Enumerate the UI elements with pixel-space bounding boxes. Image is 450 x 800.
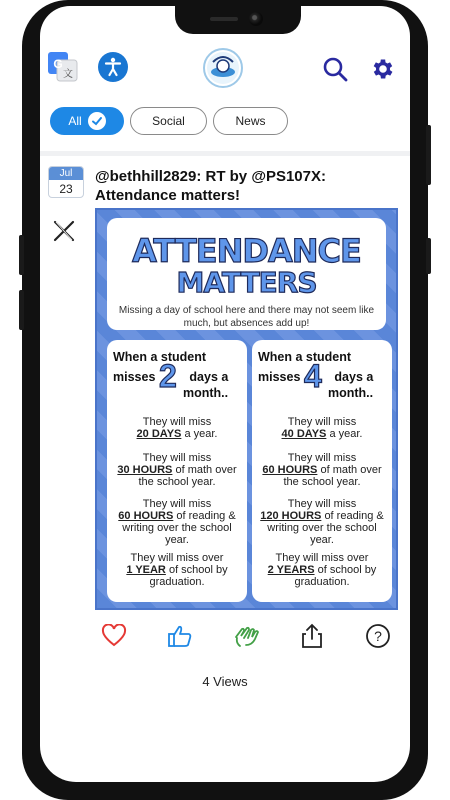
- card-line: They will miss over 1 YEAR of school by graduation.: [126, 552, 228, 588]
- divider: [40, 151, 410, 156]
- card-line: They will miss 40 DAYS a year.: [281, 416, 363, 440]
- heart-icon[interactable]: [100, 622, 128, 650]
- filter-all-label: All: [68, 114, 82, 128]
- ps107-school-logo[interactable]: [203, 48, 243, 88]
- card-heading: When a student misses days a month..: [258, 350, 374, 400]
- card-line: They will miss over 2 YEARS of school by graduation.: [267, 552, 377, 588]
- filter-social-label: Social: [152, 114, 185, 128]
- side-button: [426, 238, 431, 274]
- svg-text:G: G: [53, 57, 63, 71]
- post-title[interactable]: @bethhill2829: RT by @PS107X: Attendance matters!: [95, 168, 326, 204]
- card-heading: When a student misses days a month..: [113, 350, 229, 400]
- date-month: Jul: [49, 167, 83, 180]
- volume-button-2: [19, 290, 24, 330]
- post-actions: [96, 622, 396, 652]
- thumbs-up-icon[interactable]: [166, 622, 194, 650]
- x-logo-icon: [53, 220, 75, 242]
- card-line: They will miss 60 HOURS of math over the school year.: [262, 452, 382, 488]
- poster-header: [107, 218, 386, 330]
- poster-subtitle: Missing a day of school here and there may not seem like much, but absences add up!: [118, 305, 375, 329]
- phone-screen: [40, 6, 410, 782]
- card-line: They will miss 120 HOURS of reading & writing over the school year.: [260, 498, 384, 546]
- card-line: They will miss 20 DAYS a year.: [136, 416, 218, 440]
- share-icon[interactable]: [298, 622, 326, 650]
- power-button: [426, 125, 431, 185]
- filter-social-chip[interactable]: [130, 107, 207, 135]
- poster-card-2-days: [107, 340, 247, 602]
- card-number: 2: [159, 358, 177, 394]
- front-camera: [249, 12, 263, 26]
- poster-card-4-days: [252, 340, 392, 602]
- filter-all-chip[interactable]: [50, 107, 124, 135]
- camera-notch: [175, 6, 301, 34]
- google-translate-icon[interactable]: [48, 52, 78, 82]
- card-line: They will miss 60 HOURS of reading & writing over the school year.: [118, 498, 236, 546]
- card-number: 4: [304, 358, 322, 394]
- date-badge: [48, 166, 84, 198]
- poster-title-line2: MATTERS: [176, 266, 317, 299]
- clapping-hands-icon[interactable]: [232, 622, 260, 650]
- attendance-poster-image[interactable]: [95, 208, 398, 610]
- svg-text:文: 文: [63, 69, 73, 80]
- gear-icon[interactable]: [370, 56, 396, 82]
- checkmark-icon: [88, 112, 106, 130]
- accessibility-icon[interactable]: [98, 52, 128, 82]
- views-count: 4 Views: [202, 674, 248, 689]
- filter-chips: [50, 107, 288, 135]
- filter-news-chip[interactable]: [213, 107, 288, 135]
- volume-button: [19, 235, 24, 275]
- svg-text:?: ?: [374, 628, 382, 644]
- poster-title-line1: ATTENDANCE: [132, 232, 361, 270]
- filter-news-label: News: [235, 114, 266, 128]
- search-icon[interactable]: [322, 56, 348, 82]
- card-line: They will miss 30 HOURS of math over the school year.: [117, 452, 237, 488]
- help-icon[interactable]: [364, 622, 392, 650]
- date-day: 23: [59, 182, 73, 196]
- speaker-grille: [210, 17, 238, 21]
